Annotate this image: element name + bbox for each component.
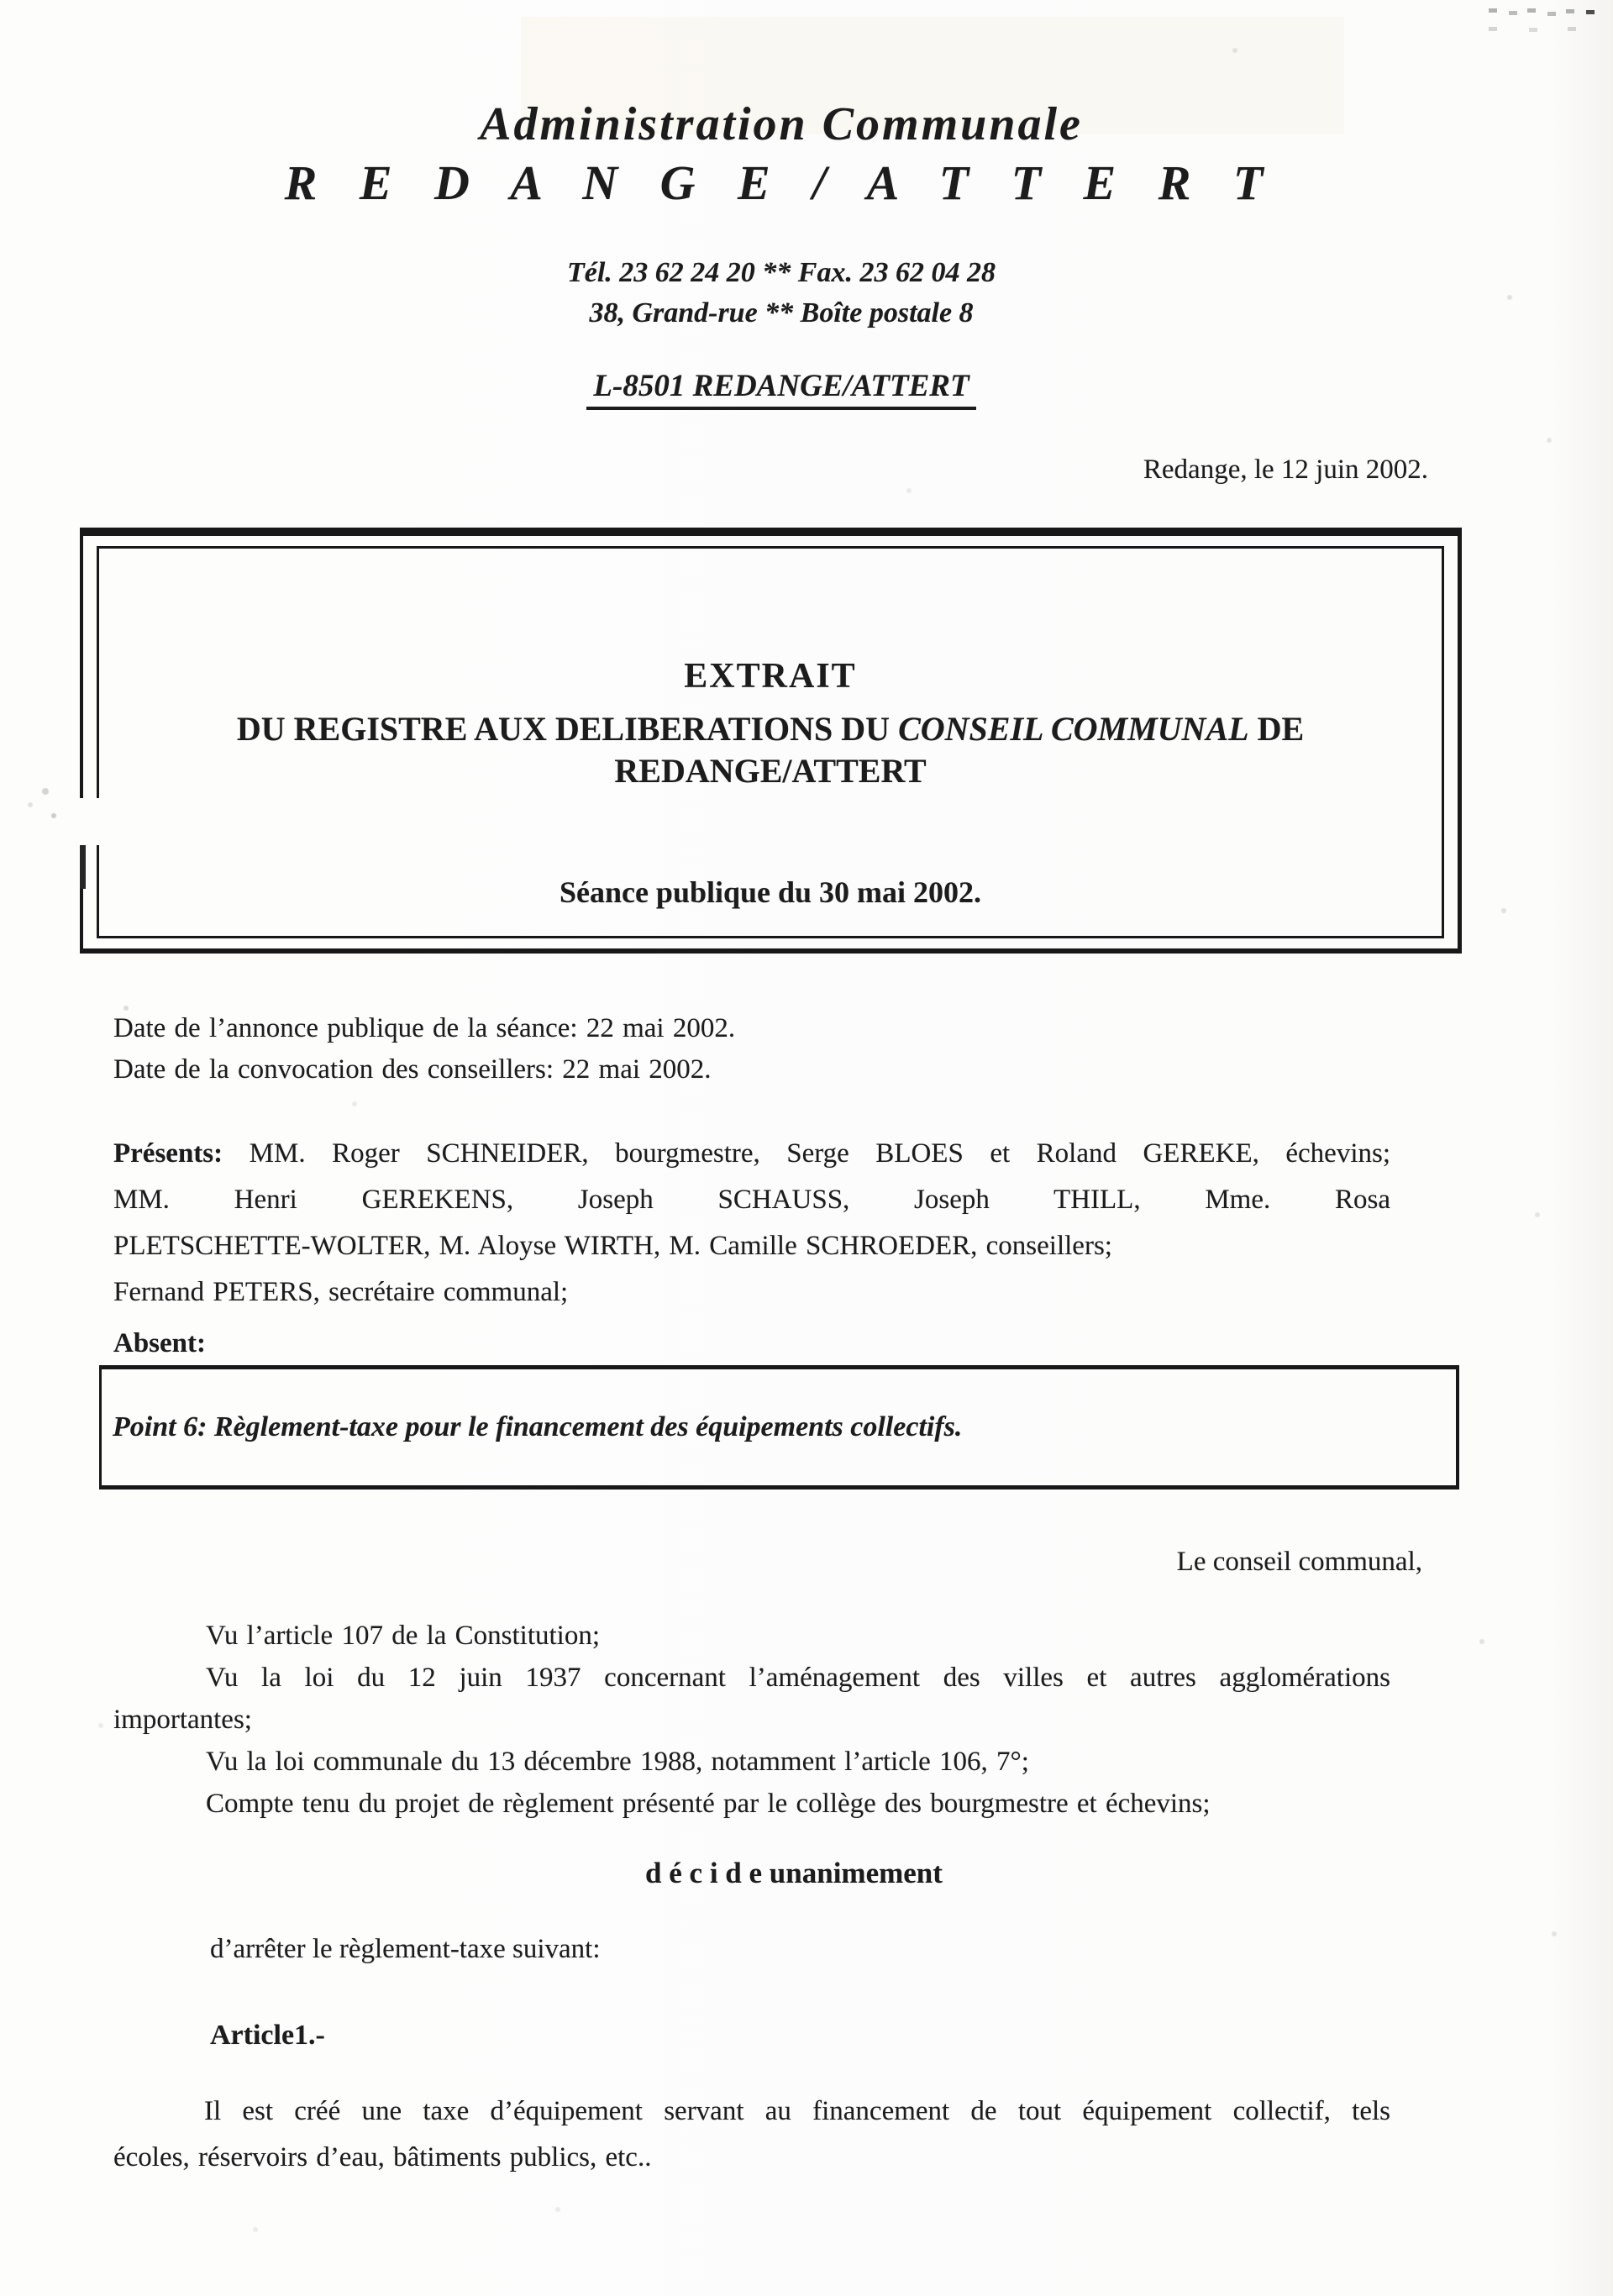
council-line: Le conseil communal,	[1176, 1547, 1422, 1577]
vu-loi-1937-line2: importantes;	[113, 1705, 252, 1735]
extrait-subtitle-suffix: DE	[1248, 710, 1305, 748]
letterhead-postal-code	[0, 368, 1563, 410]
compte-tenu-line: Compte tenu du projet de règlement présenté par le collège des bourgmestre et échevins;	[206, 1789, 1211, 1819]
presents-line1	[113, 1131, 1390, 1177]
considerations-block	[113, 1615, 1390, 1825]
article1-paragraph	[113, 2088, 1390, 2181]
scan-dash-artifact	[0, 0, 8, 4]
extrait-frame	[80, 528, 1462, 954]
extrait-subtitle-italic: CONSEIL COMMUNAL	[898, 710, 1249, 748]
article1-line1: Il est créé une taxe d’équipement servant au financement de tout équipement collectif, tels	[204, 2096, 1390, 2126]
presents-line2: MM. Henri GEREKENS, Joseph SCHAUSS, Joseph THILL, Mme. Rosa	[113, 1185, 1390, 1215]
announce-date-line: Date de l’annonce publique de la séance: 22 mai 2002.	[113, 1013, 736, 1043]
decision-heading: d é c i d e unanimement	[645, 1857, 943, 1889]
document-date: Redange, le 12 juin 2002.	[1143, 454, 1428, 485]
scan-border-stub-artifact	[80, 845, 86, 889]
letterhead-org-name: Administration Communale	[480, 98, 1083, 150]
extrait-inner-frame	[97, 546, 1444, 938]
arrete-line: d’arrêter le règlement-taxe suivant:	[210, 1934, 601, 1964]
agenda-point-title: Point 6: Règlement-taxe pour le financement des équipements collectifs.	[113, 1411, 963, 1442]
vu-loi-1937-line1: Vu la loi du 12 juin 1937 concernant l’aménagement des villes et autres agglomérations	[206, 1663, 1390, 1693]
session-date-line: Séance publique du 30 mai 2002.	[559, 875, 982, 909]
letterhead-address: 38, Grand-rue ** Boîte postale 8	[589, 297, 974, 328]
convocation-date-line: Date de la convocation des conseillers: 22 mai 2002.	[113, 1054, 712, 1085]
attendance-block	[113, 1131, 1390, 1367]
letterhead-tel-fax: Tél. 23 62 24 20 ** Fax. 23 62 04 28	[567, 257, 996, 288]
agenda-point-frame	[99, 1365, 1459, 1490]
article1-label: Article1.-	[210, 2020, 325, 2051]
vu-constitution-line: Vu l’article 107 de la Constitution;	[206, 1621, 601, 1651]
presents-line4: Fernand PETERS, secrétaire communal;	[113, 1277, 569, 1307]
presents-label: Présents:	[113, 1138, 223, 1169]
letterhead-municipality: R E D A N G E / A T T E R T	[284, 155, 1279, 210]
presents-line3: PLETSCHETTE-WOLTER, M. Aloyse WIRTH, M. Camille SCHROEDER, conseillers;	[113, 1231, 1112, 1261]
article1-line2: écoles, réservoirs d’eau, bâtiments publics, etc..	[113, 2142, 652, 2173]
presents-line1-rest: MM. Roger SCHNEIDER, bourgmestre, Serge BLOES et Roland GEREKE, échevins;	[223, 1138, 1390, 1169]
extrait-title: EXTRAIT	[684, 657, 857, 696]
scan-border-gap-artifact	[74, 798, 109, 845]
extrait-subtitle	[99, 708, 1442, 792]
postal-underlined-text: L-8501 REDANGE/ATTERT	[586, 368, 975, 410]
extrait-subtitle-prefix: DU REGISTRE AUX DELIBERATIONS DU	[236, 710, 899, 748]
extrait-subtitle-line2: REDANGE/ATTERT	[614, 752, 927, 790]
meta-dates-block	[113, 1008, 1390, 1090]
vu-loi-communale-line: Vu la loi communale du 13 décembre 1988, notamment l’article 106, 7°;	[206, 1747, 1029, 1777]
absent-label: Absent:	[113, 1328, 207, 1358]
